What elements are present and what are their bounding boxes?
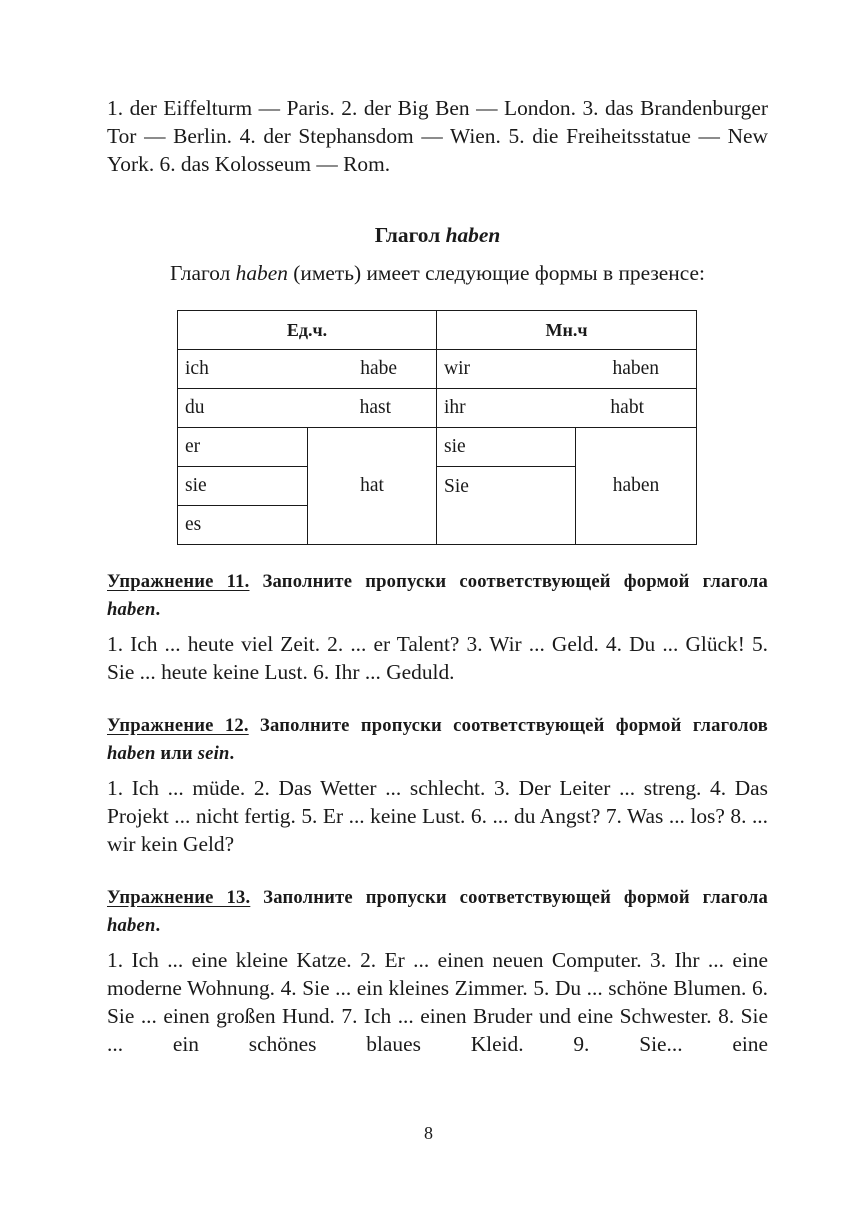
header-singular: Ед.ч.	[178, 311, 437, 350]
exercise-11-heading	[107, 568, 768, 624]
exercise-13-label: Упражнение 13.	[107, 887, 251, 908]
table-row	[178, 389, 697, 428]
plural-cell	[437, 350, 697, 389]
pronoun-cell: es	[178, 506, 308, 545]
pronoun-cell: Sie	[437, 467, 576, 545]
landmarks-answer-paragraph: 1. der Eiffelturm — Paris. 2. der Big Ben — London. 3. das Brandenburger Tor — Berlin. 4. der Stephansdom — Wien. 5. die Freiheitsstatue — New York. 6. das Kolosseum — Rom.	[107, 96, 768, 176]
conjugation-table	[177, 310, 697, 545]
exercise-12-body: 1. Ich ... müde. 2. Das Wetter ... schlecht. 3. Der Leiter ... streng. 4. Das Projekt ... nicht fertig. 5. Er ... keine Lust. 6. ... du Angst? 7. Was ... los? 8. ... wir kein Geld?	[107, 776, 768, 856]
pronoun-cell: sie	[437, 428, 576, 467]
table-row	[178, 350, 697, 389]
pronoun-cell: sie	[178, 467, 308, 506]
merged-form-plural: haben	[576, 428, 697, 545]
header-plural: Мн.ч	[437, 311, 697, 350]
section-intro	[107, 259, 768, 287]
exercise-12-verb: haben	[107, 743, 156, 764]
section-intro-suffix: (иметь) имеет следующие формы в презенсе:	[287, 261, 705, 285]
exercise-11-body: 1. Ich ... heute viel Zeit. 2. ... er Talent? 3. Wir ... Geld. 4. Du ... Glück! 5. Sie ... heute keine Lust. 6. Ihr ... Geduld.	[107, 632, 768, 684]
pronoun: ihr	[444, 397, 466, 418]
merged-form-singular: hat	[308, 428, 437, 545]
section-intro-prefix: Глагол	[170, 261, 236, 285]
exercise-12-end: .	[229, 743, 235, 764]
exercise-11-label: Упражнение 11.	[107, 571, 250, 592]
exercise-13-verb: haben	[107, 915, 156, 936]
section-title	[107, 221, 768, 249]
section-title-prefix: Глагол	[374, 223, 446, 247]
exercise-11-end: .	[155, 599, 161, 620]
exercise-12-label: Упражнение 12.	[107, 715, 249, 736]
exercise-13-body: 1. Ich ... eine kleine Katze. 2. Er ... einen neuen Computer. 3. Ihr ... eine moderne Wohnung. 4. Sie ... ein kleines Zimmer. 5. Du ... schöne Blumen. 6. Sie ... einen großen Hund. 7. Ich ... einen Bruder und eine Schwester. 8. Sie ... ein schönes blaues Kleid. 9. Sie... eine	[107, 948, 768, 1056]
page-number: 8	[424, 1123, 433, 1143]
singular-cell	[178, 389, 437, 428]
verb-form: hast	[359, 397, 391, 418]
pronoun-cell: er	[178, 428, 308, 467]
verb-form: haben	[612, 358, 659, 379]
table-header-row	[178, 311, 697, 350]
table-row	[178, 428, 697, 467]
page-content	[107, 94, 768, 1058]
exercise-12-joiner: или	[155, 743, 198, 764]
plural-cell	[437, 389, 697, 428]
verb-form: habt	[610, 397, 644, 418]
section-title-verb: haben	[445, 223, 501, 247]
pronoun: wir	[444, 358, 470, 379]
pronoun: ich	[185, 358, 209, 379]
pronoun: du	[185, 397, 205, 418]
exercise-13-heading	[107, 884, 768, 940]
exercise-12-verb2: sein	[197, 743, 230, 764]
exercise-11-instruction: Заполните пропуски соответствующей формой глагола	[249, 571, 769, 592]
exercise-13-end: .	[155, 915, 161, 936]
singular-cell	[178, 350, 437, 389]
exercise-12-instruction: Заполните пропуски соответствующей формой глаголов	[248, 715, 768, 736]
exercise-11-verb: haben	[107, 599, 156, 620]
verb-form: habe	[360, 358, 397, 379]
exercise-12-heading	[107, 712, 768, 768]
section-intro-verb: haben	[235, 261, 288, 285]
exercise-13-instruction: Заполните пропуски соответствующей формой глагола	[250, 887, 768, 908]
